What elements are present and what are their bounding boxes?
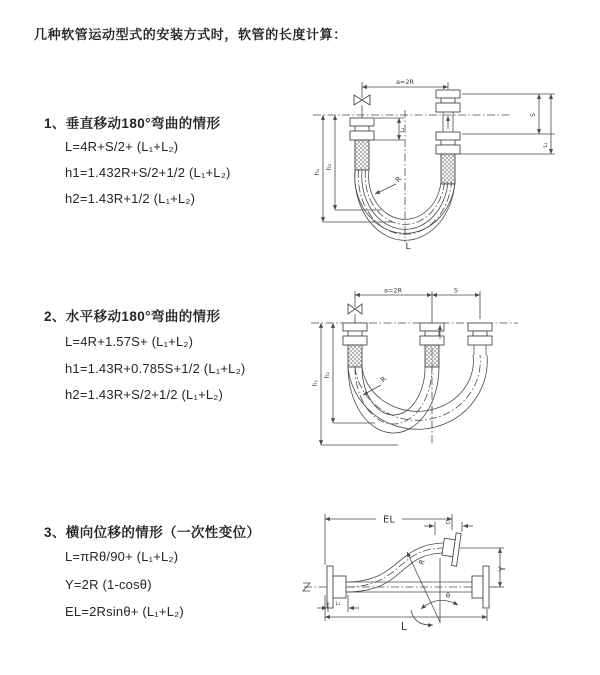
dim-label-s: S	[530, 113, 537, 117]
diagram-lateral-displacement	[300, 505, 590, 650]
hose-s-curve	[346, 543, 443, 592]
dim-label-s: S	[453, 286, 459, 295]
section-3-formula-L: L=πRθ/90+ (L₁+L₂)	[65, 549, 179, 564]
right-flange	[472, 566, 489, 608]
section-1-formula-h2: h2=1.43R+1/2 (L₁+L₂)	[65, 191, 196, 206]
dim-label-a2r: a=2R	[383, 286, 403, 295]
radius-leader	[375, 184, 396, 194]
dim-label-h1: h₁	[312, 379, 319, 387]
dim-label-h1: h₁	[314, 168, 321, 176]
dim-label-h2: h₂	[324, 371, 331, 379]
dim-label-l1: L₁	[335, 601, 341, 607]
radius-label: R	[394, 175, 404, 185]
dim-label-y: Y	[498, 566, 508, 572]
radius-label: R	[417, 558, 427, 566]
page-title: 几种软管运动型式的安装方式时，软管的长度计算：	[34, 27, 347, 42]
upper-flange-displaced	[441, 531, 461, 566]
left-hose-fitting	[350, 118, 374, 170]
valve-icon	[354, 95, 370, 118]
section-1-formula-L: L=4R+S/2+ (L₁+L₂)	[65, 139, 179, 154]
dim-label-l1-left: L₁	[400, 127, 406, 133]
section-3-formula-Y: Y=2R (1-cosθ)	[65, 577, 152, 592]
section-1-heading: 1、垂直移动180°弯曲的情形	[44, 116, 221, 131]
dim-label-el: EL	[383, 514, 395, 526]
hose-u-bend	[355, 170, 455, 240]
radius-label: R	[379, 375, 389, 385]
section-1-formula-h1: h1=1.432R+S/2+1/2 (L₁+L₂)	[65, 165, 231, 180]
right-hose-fitting	[436, 90, 460, 184]
dim-label-l2: L₂	[445, 520, 451, 526]
diagram-vertical-180-bend	[305, 72, 565, 254]
section-3-heading: 3、横向位移的情形（一次性变位）	[44, 525, 261, 540]
length-label: L	[405, 242, 411, 252]
angle-arc-swoosh	[411, 610, 433, 625]
angle-arc	[421, 600, 458, 609]
angle-label: θ	[445, 592, 451, 600]
left-hose-fitting	[343, 323, 367, 367]
section-2-formula-h1: h1=1.43R+0.785S+1/2 (L₁+L₂)	[65, 361, 246, 376]
section-2-heading: 2、水平移动180°弯曲的情形	[44, 309, 221, 324]
length-label: L	[400, 620, 408, 633]
dim-label-h2: h₂	[326, 163, 333, 171]
section-2-formula-h2: h2=1.43R+S/2+1/2 (L₁+L₂)	[65, 387, 224, 402]
dim-label-a2r: a=2R	[395, 78, 415, 86]
right-hose-fitting	[468, 323, 492, 355]
diagram-horizontal-180-bend	[303, 283, 573, 458]
section-3-formula-EL: EL=2Rsinθ+ (L₁+L₂)	[65, 604, 184, 619]
dim-label-l1-right: L₁	[543, 142, 549, 148]
section-2-formula-L: L=4R+1.57S+ (L₁+L₂)	[65, 334, 194, 349]
